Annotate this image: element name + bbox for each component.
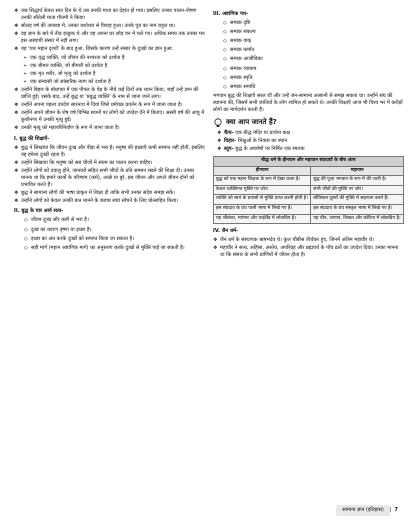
truths-list <box>14 217 205 251</box>
bullet-icon <box>23 71 30 78</box>
table-row <box>214 214 404 224</box>
bullet-icon <box>14 160 21 167</box>
truth-item <box>24 245 205 252</box>
jain-list <box>213 237 404 259</box>
table-title: बौद्ध धर्म के हीनयान और महायान संप्रदायों के बीच अंतर <box>214 157 404 167</box>
know-item <box>217 130 404 137</box>
list-item-text: सम्यक आजीविका <box>230 56 263 63</box>
definition: भिक्षुओं के निवास का स्थान <box>236 138 288 145</box>
bullet-icon <box>23 79 30 86</box>
bullet-icon <box>14 31 21 38</box>
jain-item <box>213 245 404 259</box>
definition: एक बौद्ध मंदिर या प्रार्थना कक्ष <box>233 130 290 137</box>
teaching-item <box>14 160 205 167</box>
list-item-text: बुद्ध ने सामान्य लोगों की भाषा प्राकृत में शिक्षा दी ताकि सभी उनका संदेश समझ सकें। <box>21 190 175 197</box>
section-title-jainism: IV. जैन धर्म- <box>213 228 239 235</box>
bullet-icon <box>213 237 220 244</box>
list-item-text: एक मृत शरीर, जो मृत्यु को दर्शाता है <box>30 70 96 77</box>
table-cell-hinayana: केवल व्यक्तिगत मुक्ति पर जोर। <box>214 185 311 195</box>
know-item <box>217 146 404 153</box>
table-cell-mahayana: बोधिसत्व दूसरों की मुक्ति में सहायता करते हैं। <box>311 195 404 205</box>
list-item-text: उन्होंने अपना पहला उपदेश सारनाथ में दिया जिसे धर्मचक्र प्रवर्तन के रूप में जाना जाता है। <box>21 102 183 109</box>
list-item <box>14 125 205 132</box>
list-item-text <box>224 130 404 137</box>
bullet-icon <box>217 146 224 153</box>
table-cell-mahayana: इस संप्रदाय के ग्रंथ संस्कृत भाषा में लिखे गए हैं। <box>311 204 404 214</box>
bullet-icon <box>14 145 21 152</box>
page-number: 7 <box>394 507 398 513</box>
table-row <box>214 204 404 214</box>
sights-list <box>14 55 205 86</box>
bullet-icon <box>223 47 230 54</box>
list-item <box>14 102 205 109</box>
table-cell-hinayana: यह श्रीलंका, म्यांमार और थाईलैंड में लोकप्रिय है। <box>214 214 311 224</box>
list-item-text: उनकी मृत्यु को महापरिनिर्वाण के रूप में जाना जाता है। <box>21 125 120 132</box>
did-you-know-heading <box>213 118 404 128</box>
list-item-text: सम्यक संकल्प <box>230 29 256 36</box>
list-item-text: सम्यक वाक् <box>230 38 252 45</box>
bullet-icon <box>217 130 224 137</box>
bullet-icon <box>14 102 21 109</box>
list-item-text: जब सिद्धार्थ केवल सात दिन के थे तब उनकी माता का देहांत हो गया। इसलिए उनका पालन-पोषण उनकी सौतेली माता गौतमी ने किया। <box>21 8 197 22</box>
list-item-text: महावीर ने सत्य, अहिंसा, अस्तेय, अपरिग्रह और ब्रह्मचर्य के पाँच व्रतों का उपदेश दिया। उनका मानना था कि संसार के सभी प्राणियों में जीवन होता है। <box>220 245 399 259</box>
list-item-text: वह ज्ञान के बारे में तीव्र इच्छुक थे और वह अपना घर छोड़ वन में चले गए। अधिक समय तक उनका मन इस अस्थायी संसार में नहीं लगा। <box>21 31 205 45</box>
path-item <box>223 38 404 45</box>
table-cell-hinayana: बुद्ध को एक महान शिक्षक के रूप में देखा जाता है। <box>214 176 311 186</box>
teaching-item <box>14 198 205 205</box>
definition: बुद्ध के अवशेषों पर निर्मित एक स्मारक <box>233 146 305 153</box>
list-item <box>14 110 205 124</box>
bullet-icon <box>23 63 30 70</box>
list-item-text: उन्होंने बिहार के बोधगया में एक पीपल के पेड़ के नीचे कई दिनों तक ध्यान किया, जहाँ उन्हें ज्ञान की प्राप्ति हुई। उसके बाद, उन्हें बुद्ध या 'प्रबुद्ध व्यक्ति' के नाम से जाना जाने लगा। <box>21 86 199 101</box>
bullet-icon <box>217 138 224 145</box>
path-item <box>223 20 404 27</box>
list-item-text: इच्छा का अंत करके दुःखों को समाप्त किया जा सकता है। <box>31 235 135 242</box>
list-item <box>23 55 205 62</box>
path-note: भगवान बुद्ध की शिक्षाएँ सरल थीं और उन्हें जन-सामान्य आसानी से समझ सकता था। उन्होंने संघ की स्थापना की, जिसमें सभी जातियों के लोग शामिल हो सकते थे। उनकी शिक्षाएँ आज भी विश्व भर में करोड़ों लोगों का मार्गदर्शन करती हैं। <box>213 92 403 114</box>
list-item-text: उन्होंने लोगों को दयालु होने, जानवरों सहित सभी जीवों के प्रति सम्मान रखने की शिक्षा दी। उनका मानना था कि हमारे कार्यों के परिणाम (कर्म), अच्छे या बुरे, इस जीवन और अगले जीवन दोनों को प्रभावित करते हैं। <box>21 167 195 189</box>
term: विहार- <box>224 138 237 145</box>
teachings-list <box>14 145 205 206</box>
term: चैत्य- <box>224 130 234 137</box>
list-item-text: जीवन दुःख और कष्टों से भरा है। <box>31 217 89 224</box>
did-you-know-list <box>213 130 404 153</box>
path-item <box>223 29 404 36</box>
list-item-text: यह 'चार महान दृश्यों' के बाद हुआ, जिसके कारण उन्हें संसार के दुःखों का ज्ञान हुआ: <box>21 46 174 53</box>
list-item-text: उन्होंने सिखाया कि मनुष्य को सब चीजों में संयम का पालन करना चाहिए। <box>21 159 153 166</box>
list-item <box>14 23 205 30</box>
bullet-icon <box>23 55 30 62</box>
list-item-text: सम्यक स्मृति <box>230 74 253 81</box>
list-item-text: दुःख का कारण तृष्णा या इच्छा है। <box>31 226 92 233</box>
teaching-item <box>14 145 205 159</box>
list-item <box>23 71 205 78</box>
path-item <box>223 75 404 82</box>
list-item <box>23 79 205 86</box>
footer-label: सामान्य ज्ञान (इतिहास) <box>336 505 390 516</box>
bullet-icon <box>14 110 21 117</box>
list-item <box>23 63 205 70</box>
table-cell-mahayana: सभी जीवों की मुक्ति पर जोर। <box>311 185 404 195</box>
teaching-item <box>14 168 205 189</box>
list-item-text: बुद्ध ने सिखाया कि जीवन दुःख और पीड़ा से भरा है। मनुष्य की इच्छाएँ कभी समाप्त नहीं होतीं, इसलिए वह हमेशा दुःखी रहता है। <box>21 144 205 158</box>
list-item-text: सम्यक समाधि <box>230 83 256 90</box>
list-item <box>14 31 205 45</box>
path-item <box>223 84 404 91</box>
list-item-text: सोलह वर्ष की अवस्था में, उनका यशोधरा से विवाह हुआ। उनके पुत्र का नाम राहुल था। <box>21 23 176 30</box>
table-cell-hinayana: इस संप्रदाय के ग्रंथ पाली भाषा में लिखे गए हैं। <box>214 204 311 214</box>
right-column <box>213 8 404 260</box>
intro-list <box>14 8 205 54</box>
bullet-icon <box>223 20 230 27</box>
section-title-teachings: I. बुद्ध की शिक्षाएँ- <box>14 135 50 142</box>
table-cell-mahayana: बुद्ध की पूजा भगवान के रूप में की जाती है। <box>311 176 404 186</box>
bullet-icon <box>213 245 220 252</box>
bullet-icon <box>223 84 230 91</box>
list-item-text <box>224 138 404 145</box>
jain-item <box>213 237 404 244</box>
section-title-eightfold-path: III. अष्टांगिक पथ- <box>213 11 249 17</box>
path-item <box>223 56 404 63</box>
after-list <box>14 87 205 133</box>
bullet-icon <box>223 75 230 82</box>
table-body <box>214 176 404 224</box>
path-item <box>223 47 404 54</box>
bullet-icon <box>24 236 31 243</box>
table-row <box>214 185 404 195</box>
path-item <box>223 66 404 73</box>
truth-item <box>24 227 205 234</box>
list-item-text: एक संन्यासी जो सांसारिक त्याग को दर्शाता है <box>30 78 111 85</box>
path-list <box>213 20 404 91</box>
bullet-icon <box>14 46 21 53</box>
list-item-text: उन्होंने लोगों को केवल उनकी बात मानने के बजाय स्वयं सोचने के लिए प्रोत्साहित किया। <box>21 198 179 205</box>
section-title-four-truths: II. बुद्ध के चार आर्य सत्य- <box>14 208 64 215</box>
bullet-icon <box>14 23 21 30</box>
left-column <box>14 8 205 260</box>
list-item-text: सम्यक दृष्टि <box>230 20 251 27</box>
page-footer: सामान्य ज्ञान (इतिहास) | 7 <box>336 505 398 516</box>
hinayana-mahayana-table <box>213 156 404 224</box>
table-cell-mahayana: यह चीन, जापान, तिब्बत और कोरिया में लोकप्रिय है। <box>311 214 404 224</box>
bullet-icon <box>223 38 230 45</box>
table-row <box>214 195 404 205</box>
list-item-text: सम्यक व्यायाम <box>230 65 257 72</box>
table-row <box>214 176 404 186</box>
bullet-icon <box>223 29 230 36</box>
bullet-icon <box>223 66 230 73</box>
list-item-text: एक बीमार व्यक्ति, जो बीमारी को दर्शाता है <box>30 62 108 69</box>
list-item-text: एक वृद्ध व्यक्ति, जो जीवन की नश्वरता को दर्शाता है <box>30 54 125 61</box>
table-header-mahayana: महायान <box>311 166 404 176</box>
bullet-icon <box>223 56 230 63</box>
bullet-icon <box>14 87 21 94</box>
list-item <box>14 46 205 53</box>
bullet-icon <box>14 198 21 205</box>
bullet-icon <box>24 245 31 252</box>
did-you-know-title: क्या आप जानते हैं? <box>226 118 277 127</box>
bullet-icon <box>24 227 31 234</box>
list-item-text: उन्होंने अपने जीवन के शेष वर्ष विभिन्न स्थानों पर लोगों को उपदेश देने में बिताए। अस्सी वर्ष की आयु में कुशीनगर में उनकी मृत्यु हुई। <box>21 110 205 124</box>
table-cell-hinayana: व्यक्ति को स्वयं के प्रयासों से मुक्ति प्राप्त करनी होती है। <box>214 195 311 205</box>
list-item-text: सम्यक कर्मांत <box>230 47 255 54</box>
teaching-item <box>14 190 205 197</box>
list-item-text: जैन धर्म के संस्थापक ऋषभदेव थे। कुल चौबीस तीर्थंकर हुए, जिनमें अंतिम महावीर थे। <box>220 237 374 244</box>
bullet-icon <box>14 125 21 132</box>
lightbulb-icon <box>213 118 223 128</box>
list-item-text <box>224 146 404 153</box>
bullet-icon <box>24 217 31 224</box>
table-header-hinayana: हीनयान <box>214 166 311 176</box>
bullet-icon <box>14 8 21 15</box>
columns <box>14 8 404 260</box>
list-item <box>14 87 205 101</box>
bullet-icon <box>14 190 21 197</box>
term: स्तूप- <box>224 146 234 153</box>
truth-item <box>24 236 205 243</box>
know-item <box>217 138 404 145</box>
list-item-text: सही मार्ग (महान अष्टांगिक मार्ग) का अनुसरण करके दुःखों से मुक्ति पाई जा सकती है। <box>31 244 185 251</box>
truth-item <box>24 217 205 224</box>
list-item <box>14 8 205 22</box>
bullet-icon <box>14 168 21 175</box>
